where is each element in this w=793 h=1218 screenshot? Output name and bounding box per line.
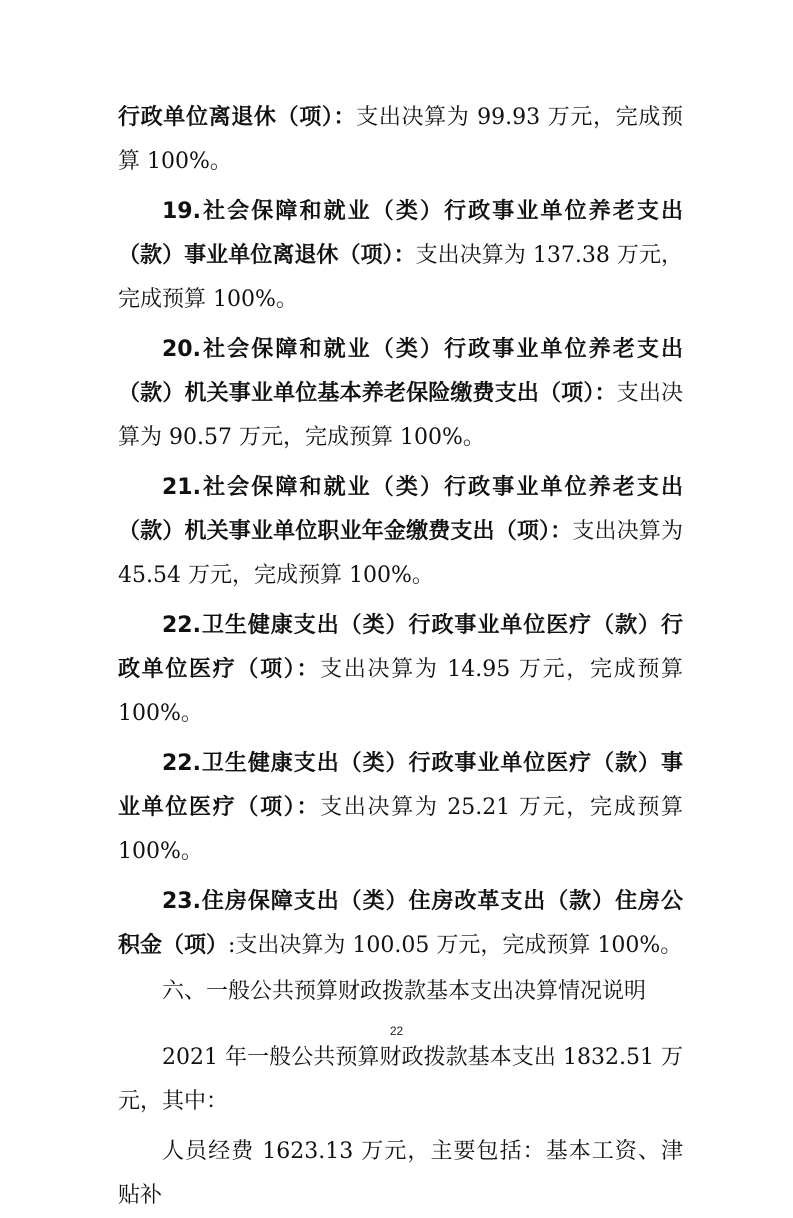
body-paragraph-summary: 2021 年一般公共预算财政拨款基本支出 1832.51 万元，其中： <box>118 1045 683 1114</box>
paragraph-item-19 <box>118 190 683 322</box>
document-page <box>118 96 683 1218</box>
paragraph-item-20 <box>118 328 683 460</box>
paragraph-text: 支出决算为 45.54 万元，完成预算 100%。 <box>118 519 683 588</box>
paragraph-item-23 <box>118 880 683 968</box>
paragraph-text: 支出决算为 137.38 万元，完成预算 100%。 <box>118 243 683 312</box>
paragraph-title: 22.卫生健康支出（类）行政事业单位医疗（款）事业单位医疗（项）： <box>118 751 683 820</box>
section-heading: 六、一般公共预算财政拨款基本支出决算情况说明 <box>162 979 647 1004</box>
paragraph-item-22-public <box>118 742 683 874</box>
paragraph-title: 23.住房保障支出（类）住房改革支出（款）住房公积金（项） <box>118 889 683 958</box>
paragraph-item-22-admin <box>118 604 683 736</box>
paragraph-text: :支出决算为 100.05 万元，完成预算 100%。 <box>228 933 683 958</box>
paragraph-text: 支出决算为 90.57 万元，完成预算 100%。 <box>118 381 683 450</box>
paragraph-title: 20.社会保障和就业（类）行政事业单位养老支出（款）机关事业单位基本养老保险缴费支出（项）： <box>118 337 683 406</box>
body-paragraph-personnel: 人员经费 1623.13 万元，主要包括：基本工资、津贴补 <box>118 1139 683 1208</box>
paragraph-retirement-admin <box>118 96 683 184</box>
paragraph-item-21 <box>118 466 683 598</box>
paragraph-title: 19.社会保障和就业（类）行政事业单位养老支出（款）事业单位离退休（项）： <box>118 199 683 268</box>
paragraph-text: 支出决算为 99.93 万元，完成预算 100%。 <box>118 105 683 174</box>
paragraph-title: 21.社会保障和就业（类）行政事业单位养老支出（款）机关事业单位职业年金缴费支出（项）： <box>118 475 683 544</box>
paragraph-text: 支出决算为 14.95 万元，完成预算 100%。 <box>118 657 683 726</box>
page-number: 22 <box>389 1024 404 1038</box>
paragraph-text: 支出决算为 25.21 万元，完成预算 100%。 <box>118 795 683 864</box>
paragraph-title: 行政单位离退休（项）： <box>118 105 357 130</box>
paragraph-title: 22.卫生健康支出（类）行政事业单位医疗（款）行政单位医疗（项）： <box>118 613 683 682</box>
